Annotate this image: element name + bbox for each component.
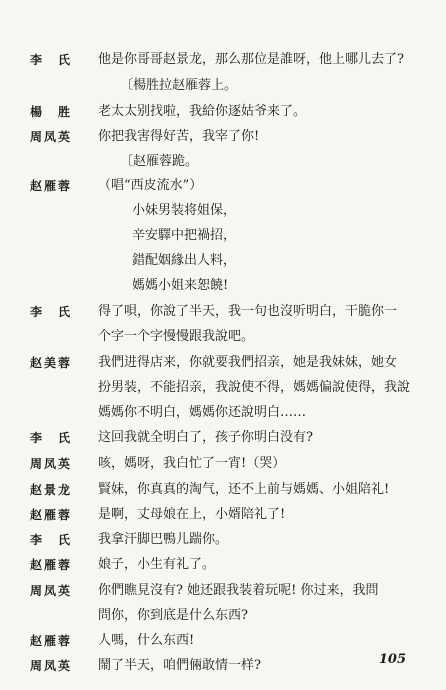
dialogue-text: 辛安驛中把禍招， [132, 228, 237, 243]
speaker-name: 赵美蓉 [30, 356, 73, 370]
verse-line [0, 274, 446, 298]
dialogue-text: 賢妹，你真真的淘气，还不上前与媽媽、小姐陪礼! [98, 482, 390, 497]
dialogue-text: 他是你哥哥赵景龙，那么那位是誰呀，他上哪儿去了? [98, 52, 404, 67]
speaker-name: 赵雁蓉 [30, 558, 73, 572]
dialogue-text: 我們进得店来，你就要我們招亲，她是我妹妹，她女 [98, 355, 398, 370]
dialogue-text: 你把我害得好苦，我宰了你! [98, 129, 260, 144]
page-number: 105 [378, 652, 406, 667]
speaker-name: 赵雁蓉 [30, 508, 73, 522]
dialogue-text: （唱“西皮流水”） [98, 178, 203, 193]
speaker-name: 周凤英 [30, 659, 73, 673]
dialogue-text: 咳，媽呀，我白忙了一宵!（哭） [98, 456, 286, 471]
stage-direction [0, 150, 446, 174]
dialogue-line [0, 351, 446, 375]
dialogue-line [0, 654, 360, 678]
dialogue-text: 我拿汗脚巴鴨儿踹你。 [98, 532, 229, 547]
dialogue-text: 得了唄，你說了半天，我一句也沒听明白，干脆你一 [98, 304, 398, 319]
speaker-name: 周凤英 [30, 584, 73, 598]
speaker-name: 楊 胜 [30, 105, 73, 119]
dialogue-text: 媽媽小姐来恕饒! [132, 278, 229, 293]
speaker-name: 周凤英 [30, 457, 73, 471]
dialogue-text: 这回我就全明白了，孩子你明白没有? [98, 430, 313, 445]
dialogue-continuation [0, 604, 446, 628]
dialogue-line [0, 579, 446, 603]
dialogue-text: 人嗎，什么东西! [98, 633, 195, 648]
dialogue-text: 錯配姻緣出人料， [132, 253, 237, 268]
dialogue-line [0, 100, 446, 124]
dialogue-text: 娘子，小生有礼了。 [98, 557, 216, 572]
speaker-name: 赵雁蓉 [30, 634, 73, 648]
dialogue-text: 問你，你到底是什么东西? [98, 608, 248, 623]
dialogue-text: 个字一个字慢慢跟我說吧。 [98, 329, 255, 344]
dialogue-line [0, 503, 446, 527]
speaker-name: 李 氏 [30, 53, 73, 67]
dialogue-continuation [0, 325, 446, 349]
dialogue-text: 扮男装，不能招亲，我說使不得，媽媽偏說使得，我說 [98, 380, 411, 395]
dialogue-text: 小妹男装将姐保， [132, 203, 237, 218]
dialogue-line [0, 452, 446, 476]
dialogue-text: 是啊，丈母娘在上，小婿陪礼了! [98, 507, 286, 522]
speaker-name: 周凤英 [30, 130, 73, 144]
dialogue-line [0, 174, 446, 198]
verse-line [0, 249, 446, 273]
speaker-name: 李 氏 [30, 533, 73, 547]
dialogue-continuation [0, 401, 446, 425]
speaker-name: 李 氏 [30, 431, 73, 445]
dialogue-line [0, 426, 446, 450]
dialogue-text: 你們瞧見沒有? 她还跟我装着玩呢! 你过来，我問 [98, 583, 379, 598]
verse-line [0, 199, 446, 223]
speaker-name: 赵雁蓉 [30, 179, 73, 193]
dialogue-line [0, 48, 446, 72]
speaker-name: 李 氏 [30, 305, 73, 319]
dialogue-text: 媽媽你不明白，媽媽你还說明白…… [98, 405, 307, 420]
dialogue-text: 〔楊胜拉赵雁蓉上。 [120, 78, 238, 93]
verse-line [0, 224, 446, 248]
dialogue-text: 鬧了半天，咱們倆敢情一样? [98, 658, 261, 673]
speaker-name: 赵景龙 [30, 483, 73, 497]
dialogue-continuation [0, 376, 446, 400]
dialogue-line [0, 629, 446, 653]
dialogue-text: 老太太别找啦，我給你逐姑爷来了。 [98, 104, 307, 119]
dialogue-text: 〔赵雁蓉跪。 [120, 154, 199, 169]
stage-direction [0, 74, 446, 98]
dialogue-line [0, 125, 446, 149]
dialogue-line [0, 300, 446, 324]
dialogue-line [0, 478, 446, 502]
dialogue-line [0, 553, 446, 577]
dialogue-line [0, 528, 446, 552]
